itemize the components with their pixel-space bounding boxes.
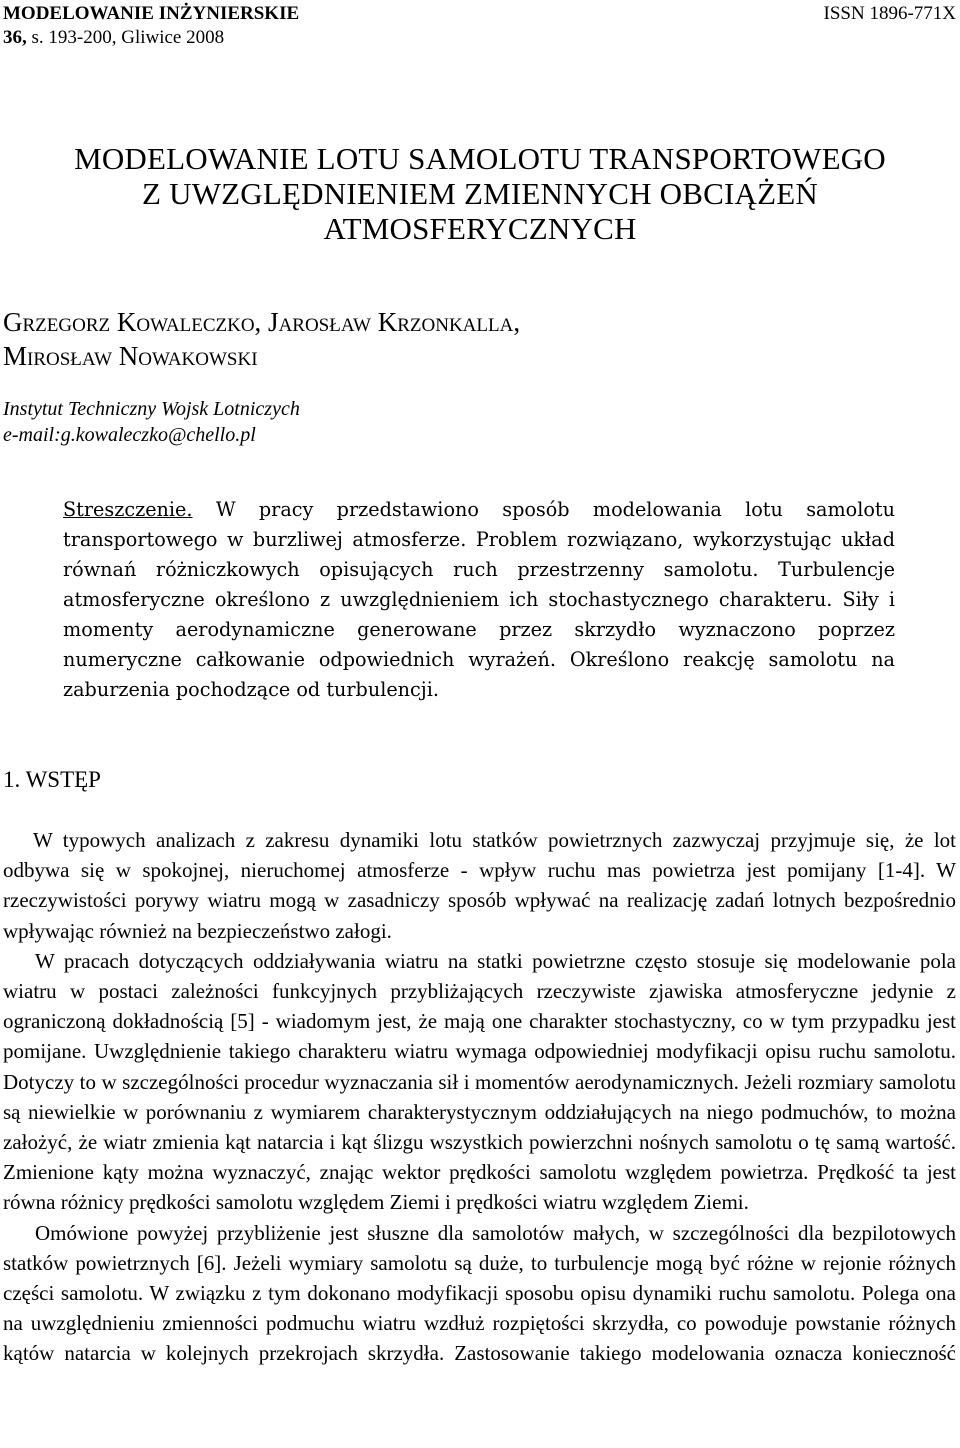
- paper-title: [0, 141, 960, 246]
- title-line-2: Z UWZGLĘDNIENIEM ZMIENNYCH OBCIĄŻEŃ: [142, 176, 818, 211]
- body-paragraph: Omówione powyżej przybliżenie jest słuszne dla samolotów małych, w szczególności dla bezpilotowych statków powietrznych [6]. Jeżeli wymiary samolotu są duże, to turbulencje mogą być różne w rejonie różnych części samolotu. W związku z tym dokonano modyfikacji sposobu opisu dynamiki ruchu samolotu. Polega ona na uwzględnieniu zmienności podmuchu wiatru wzdłuż rozpiętości skrzydła, co powoduje powstanie różnych kątów natarcia w kolejnych przekrojach skrzydła. Zastosowanie takiego modelowania oznacza konieczność: [3, 1220, 956, 1366]
- journal-name: MODELOWANIE INŻYNIERSKIE: [3, 3, 300, 24]
- section-heading: 1. WSTĘP: [3, 767, 101, 792]
- authors: [3, 305, 520, 373]
- institute-name: Instytut Techniczny Wojsk Lotniczych: [3, 398, 300, 420]
- issue-number: 36,: [3, 27, 27, 48]
- running-header: [3, 2, 956, 50]
- body-paragraph: W typowych analizach z zakresu dynamiki lotu statków powietrznych zazwyczaj przyjmuje się, że lot odbywa się w spokojnej, nieruchomej atmosferze - wpływ ruchu mas powietrza jest pomijany [1-4]. W rzeczywistości porywy wiatru mogą w zasadniczy sposób wpływać na realizację zadań lotnych bezpośrednio wpływając również na bezpieczeństwo załogi.: [3, 828, 956, 943]
- authors-line-2: Mirosław Nowakowski: [3, 341, 258, 371]
- title-line-1: MODELOWANIE LOTU SAMOLOTU TRANSPORTOWEGO: [74, 141, 886, 176]
- author-email: e-mail:g.kowaleczko@chello.pl: [3, 424, 256, 446]
- section-body: [3, 825, 956, 1369]
- authors-line-1: Grzegorz Kowaleczko, Jarosław Krzonkalla,: [3, 307, 521, 337]
- body-paragraph: W pracach dotyczących oddziaływania wiatru na statki powietrzne często stosuje się modelowanie pola wiatru w postaci zależności funkcyjnych przybliżających rzeczywiste zjawiska atmosferyczne jedynie z ograniczoną dokładnością [5] - wiadomym jest, że mają one charakter stochastyczny, co w tym przypadku jest pomijane. Uwzględnienie takiego charakteru wiatru wymaga odpowiedniej modyfikacji opisu ruchu samolotu. Dotyczy to w szczególności procedur wyznaczania sił i momentów aerodynamicznych. Jeżeli rozmiary samolotu są niewielkie w porównaniu z wymiarem charakterystycznym oddziałujących na niego podmuchów, to można założyć, że wiatr zmienia kąt natarcia i kąt ślizgu wszystkich powierzchni nośnych samolotu o tę samą wartość. Zmienione kąty można wyznaczyć, znając wektor prędkości samolotu względem powietrza. Prędkość ta jest równa różnicy prędkości samolotu względem Ziemi i prędkości wiatru względem Ziemi.: [3, 948, 956, 1215]
- issn: ISSN 1896-771X: [823, 3, 956, 24]
- abstract-text: W pracy przedstawiono sposób modelowania lotu samolotu transportowego w burzliwej atmosferze. Problem rozwiązano, wykorzystując układ równań różniczkowych opisujących ruch przestrzenny samolotu. Turbulencje atmosferyczne określono z uwzględnieniem ich stochastycznego charakteru. Siły i momenty aerodynamiczne generowane przez skrzydło wyznaczono poprzez numeryczne całkowanie odpowiednich wyrażeń. Określono reakcję samolotu na zaburzenia pochodzące od turbulencji.: [63, 498, 895, 701]
- issue-pages-place: s. 193-200, Gliwice 2008: [26, 27, 225, 48]
- abstract: [63, 495, 895, 705]
- header-row: [3, 2, 956, 26]
- title-line-3: ATMOSFERYCZNYCH: [323, 211, 637, 246]
- abstract-label: Streszczenie.: [63, 498, 193, 521]
- affiliation: [3, 396, 300, 448]
- issue-info: [3, 26, 956, 50]
